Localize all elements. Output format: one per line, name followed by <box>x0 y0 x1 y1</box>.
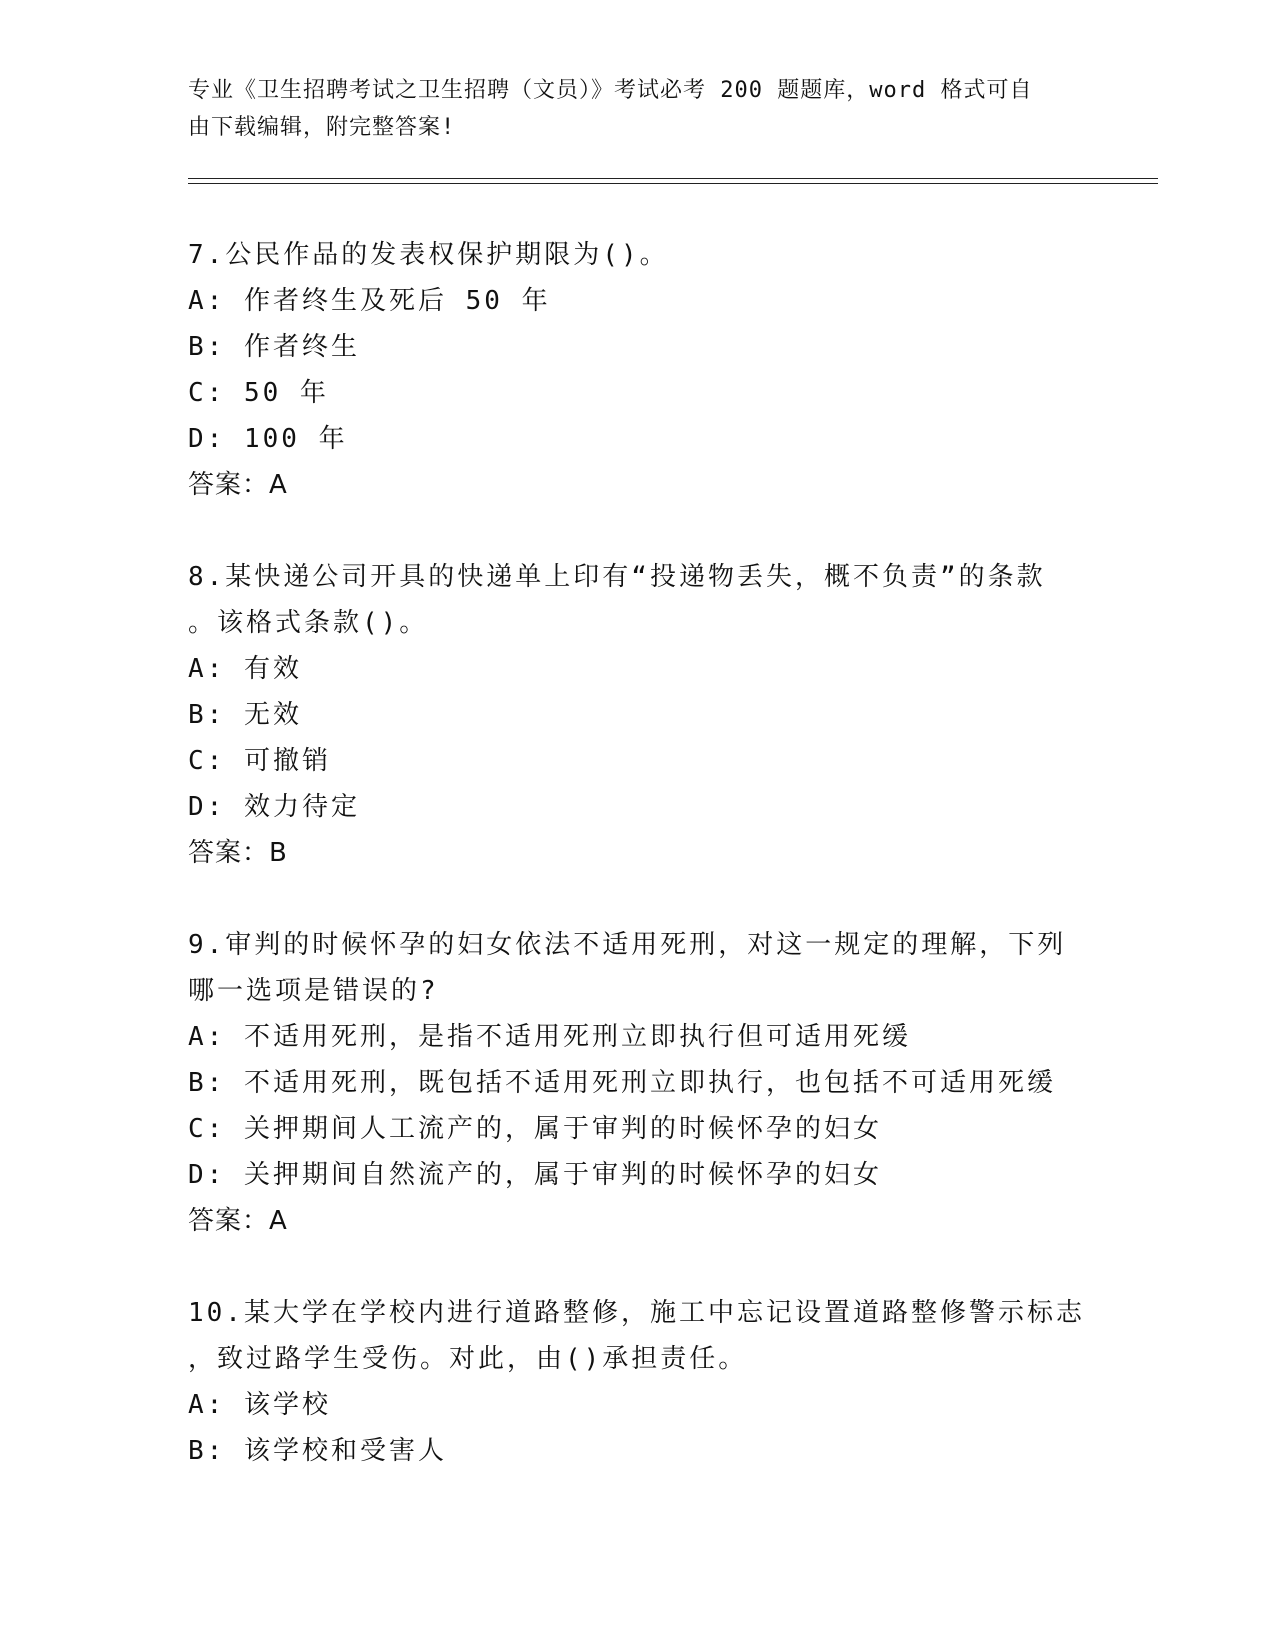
option-c: C: 50 年 <box>188 378 329 408</box>
question-stem: 9.审判的时候怀孕的妇女依法不适用死刑，对这一规定的理解，下列 <box>188 930 1067 960</box>
option-a: A: 有效 <box>188 654 302 684</box>
question-9 <box>188 922 1088 1244</box>
option-d: D: 效力待定 <box>188 792 360 822</box>
option-b: B: 无效 <box>188 700 302 730</box>
question-stem-continued: 哪一选项是错误的? <box>188 976 439 1006</box>
question-stem: 10.某大学在学校内进行道路整修，施工中忘记设置道路整修警示标志 <box>188 1298 1085 1328</box>
answer-line: 答案：A <box>188 1206 288 1236</box>
option-d: D: 关押期间自然流产的，属于审判的时候怀孕的妇女 <box>188 1160 882 1190</box>
option-d: D: 100 年 <box>188 424 348 454</box>
question-7 <box>188 232 1088 508</box>
option-a: A: 该学校 <box>188 1390 331 1420</box>
header-divider-top <box>188 178 1158 179</box>
option-c: C: 关押期间人工流产的，属于审判的时候怀孕的妇女 <box>188 1114 882 1144</box>
question-stem-continued: 。该格式条款()。 <box>188 608 429 638</box>
header-line-2: 由下载编辑，附完整答案! <box>188 115 456 140</box>
option-b: B: 作者终生 <box>188 332 360 362</box>
question-stem: 8.某快递公司开具的快递单上印有“投递物丢失，概不负责”的条款 <box>188 562 1046 592</box>
question-stem: 7.公民作品的发表权保护期限为()。 <box>188 240 669 270</box>
answer-line: 答案：A <box>188 470 288 500</box>
question-10 <box>188 1290 1088 1474</box>
option-c: C: 可撤销 <box>188 746 331 776</box>
document-header <box>188 72 1068 146</box>
option-a: A: 不适用死刑，是指不适用死刑立即执行但可适用死缓 <box>188 1022 911 1052</box>
option-b: B: 不适用死刑，既包括不适用死刑立即执行，也包括不可适用死缓 <box>188 1068 1056 1098</box>
question-8 <box>188 554 1088 876</box>
header-divider-bottom <box>188 183 1158 184</box>
option-b: B: 该学校和受害人 <box>188 1436 447 1466</box>
question-list <box>188 232 1088 1520</box>
answer-line: 答案：B <box>188 838 288 868</box>
header-line-1: 专业《卫生招聘考试之卫生招聘（文员）》考试必考 200 题题库，word 格式可自 <box>188 78 1033 103</box>
option-a: A: 作者终生及死后 50 年 <box>188 286 551 316</box>
question-stem-continued: ，致过路学生受伤。对此，由()承担责任。 <box>188 1344 748 1374</box>
